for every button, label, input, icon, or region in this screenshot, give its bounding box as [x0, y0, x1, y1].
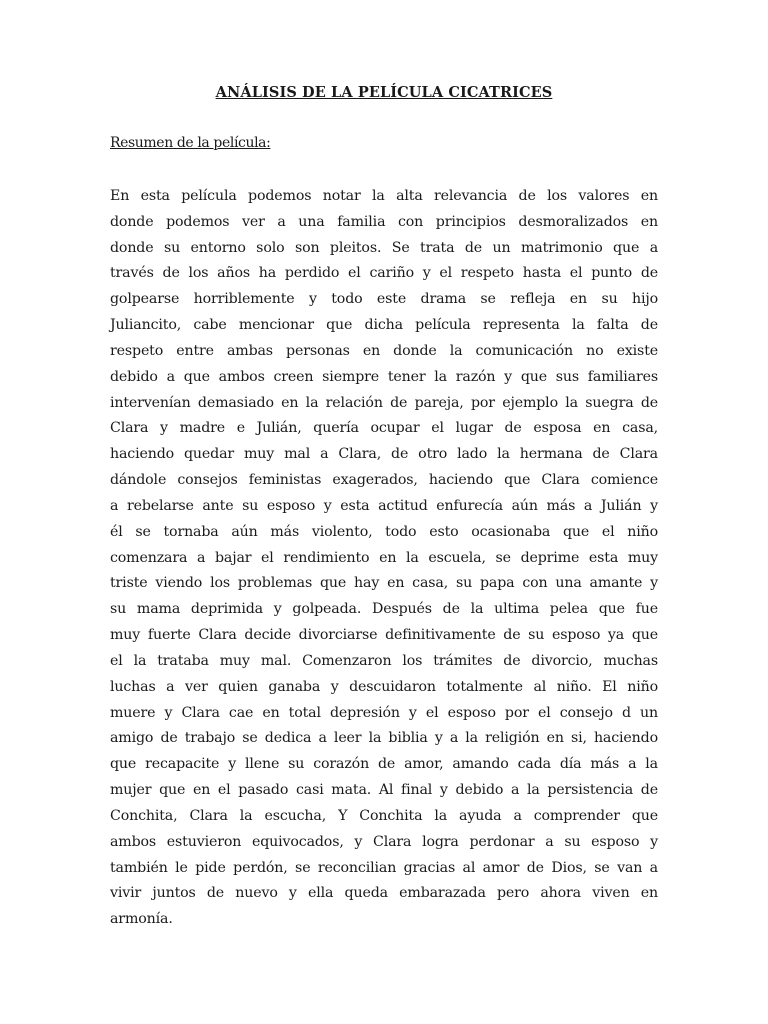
body-line: a rebelarse ante su esposo y esta actitud enfurecía aún más a Julián y [110, 497, 658, 514]
body-line: triste viendo los problemas que hay en casa, su papa con una amante y [110, 575, 658, 592]
body-line: Conchita, Clara la escucha, Y Conchita la ayuda a comprender que [110, 807, 658, 824]
body-line: el la trataba muy mal. Comenzaron los trámites de divorcio, muchas [110, 652, 658, 669]
body-line: haciendo quedar muy mal a Clara, de otro lado la hermana de Clara [110, 446, 658, 463]
body-line: respeto entre ambas personas en donde la comunicación no existe [110, 342, 658, 359]
body-line: debido a que ambos creen siempre tener la razón y que sus familiares [110, 368, 658, 385]
body-line: través de los años ha perdido el cariño y el respeto hasta el punto de [110, 265, 658, 282]
body-line: también le pide perdón, se reconcilian gracias al amor de Dios, se van a [110, 859, 658, 876]
body-line: muere y Clara cae en total depresión y el esposo por el consejo d un [110, 704, 658, 721]
body-line: su mama deprimida y golpeada. Después de la ultima pelea que fue [110, 601, 658, 618]
body-line: dándole consejos feministas exagerados, haciendo que Clara comience [110, 472, 658, 489]
body-line: ambos estuvieron equivocados, y Clara logra perdonar a su esposo y [110, 833, 658, 850]
body-line: muy fuerte Clara decide divorciarse definitivamente de su esposo ya que [110, 627, 658, 644]
body-line: armonía. [110, 911, 173, 928]
body-line: vivir juntos de nuevo y ella queda embarazada pero ahora viven en [110, 885, 658, 902]
body-line: comenzara a bajar el rendimiento en la escuela, se deprime esta muy [110, 549, 658, 566]
body-line: golpearse horriblemente y todo este drama se refleja en su hijo [110, 291, 658, 308]
body-line: que recapacite y llene su corazón de amor, amando cada día más a la [110, 756, 658, 773]
page-title: ANÁLISIS DE LA PELÍCULA CICATRICES [215, 84, 553, 101]
body-line: luchas a ver quien ganaba y descuidaron totalmente al niño. El niño [110, 678, 658, 695]
body-line: intervenían demasiado en la relación de pareja, por ejemplo la suegra de [110, 394, 658, 411]
section-heading: Resumen de la película: [110, 135, 271, 151]
body-paragraph [110, 184, 658, 933]
body-line: Juliancito, cabe mencionar que dicha película representa la falta de [110, 317, 658, 334]
body-line: Clara y madre e Julián, quería ocupar el lugar de esposa en casa, [110, 420, 658, 437]
body-line: mujer que en el pasado casi mata. Al final y debido a la persistencia de [110, 782, 658, 799]
body-line: él se tornaba aún más violento, todo esto ocasionaba que el niño [110, 523, 658, 540]
body-line: donde podemos ver a una familia con principios desmoralizados en [110, 213, 658, 230]
body-line: En esta película podemos notar la alta relevancia de los valores en [110, 188, 658, 204]
body-line: donde su entorno solo son pleitos. Se trata de un matrimonio que a [110, 239, 658, 256]
body-line: amigo de trabajo se dedica a leer la biblia y a la religión en si, haciendo [110, 730, 658, 747]
